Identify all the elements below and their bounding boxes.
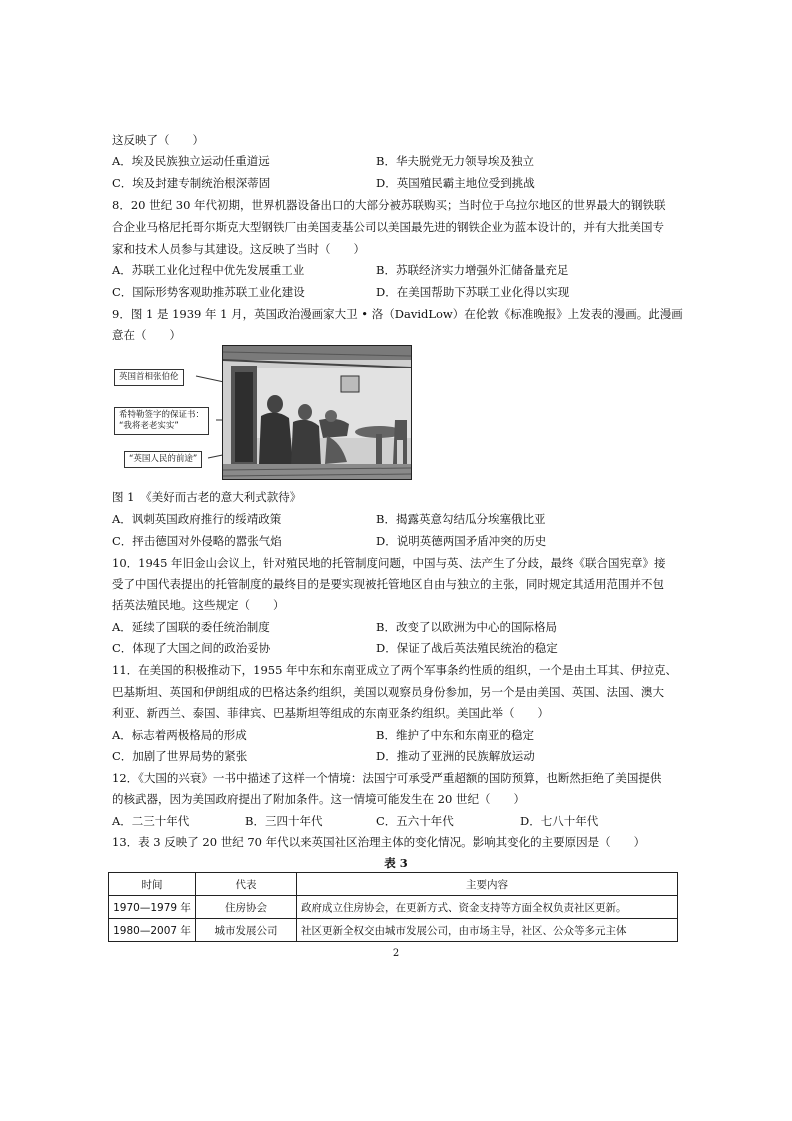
cartoon-drawing bbox=[223, 346, 411, 479]
cartoon-label-future: “英国人民的前途” bbox=[124, 451, 202, 468]
table-row bbox=[109, 896, 678, 919]
q11-option-b: B．维护了中东和东南亚的稳定 bbox=[376, 728, 534, 742]
table-cell-representative: 城市发展公司 bbox=[196, 919, 297, 942]
q10-option-d: D．保证了战后英法殖民统治的稳定 bbox=[376, 641, 558, 655]
cartoon-label-chamberlain: 英国首相张伯伦 bbox=[114, 369, 184, 386]
table-header-row bbox=[109, 873, 678, 896]
cartoon-label-guarantee-line1: 希特勒签字的保证书： bbox=[119, 410, 205, 420]
table-header-content: 主要内容 bbox=[297, 873, 678, 896]
q7-option-c: C．埃及封建专制统治根深蒂固 bbox=[112, 176, 271, 190]
q10-line-2: 受了中国代表提出的托管制度的最终目的是要实现被托管地区自由与独立的主张，同时规定其适用范围并不包 bbox=[112, 577, 664, 591]
q12-option-d: D．七八十年代 bbox=[520, 814, 599, 828]
table-cell-content: 社区更新全权交由城市发展公司，由市场主导，社区、公众等多元主体 bbox=[297, 919, 678, 942]
q11-option-a: A．标志着两极格局的形成 bbox=[112, 728, 247, 742]
q8-option-d: D．在美国帮助下苏联工业化得以实现 bbox=[376, 285, 570, 299]
table-header-time: 时间 bbox=[109, 873, 196, 896]
table-3 bbox=[108, 872, 678, 942]
table-header-representative: 代表 bbox=[196, 873, 297, 896]
q10-option-a: A．延续了国联的委任统治制度 bbox=[112, 620, 270, 634]
q11-option-c: C．加剧了世界局势的紧张 bbox=[112, 749, 248, 763]
q12-option-c: C．五六十年代 bbox=[376, 814, 454, 828]
table-cell-time: 1970—1979 年 bbox=[109, 896, 196, 919]
table-cell-time: 1980—2007 年 bbox=[109, 919, 196, 942]
figure-caption: 图 1 《美好而古老的意大利式款待》 bbox=[112, 490, 302, 504]
q9-option-b: B．揭露英意勾结瓜分埃塞俄比亚 bbox=[376, 512, 546, 526]
q9-option-d: D．说明英德两国矛盾冲突的历史 bbox=[376, 534, 547, 548]
q7-option-b: B．华夫脱党无力领导埃及独立 bbox=[376, 154, 534, 168]
q8-option-b: B．苏联经济实力增强外汇储备量充足 bbox=[376, 263, 569, 277]
q8-line-3: 家和技术人员参与其建设。这反映了当时（ ） bbox=[112, 242, 365, 256]
page-number: 2 bbox=[392, 948, 400, 959]
q13-line: 13．表 3 反映了 20 世纪 70 年代以来英国社区治理主体的变化情况。影响其变化的主要原因是（ ） bbox=[112, 835, 646, 849]
q8-line-2: 合企业马格尼托哥尔斯克大型钢铁厂由美国麦基公司以美国最先进的钢铁企业为蓝本设计的，并有大批美国专 bbox=[112, 220, 664, 234]
q11-line-1: 11．在美国的积极推动下，1955 年中东和东南亚成立了两个军事条约性质的组织，一个是由土耳其、伊拉克、 bbox=[112, 663, 678, 677]
q7-tail: 这反映了（ ） bbox=[112, 133, 204, 147]
table-row bbox=[109, 919, 678, 942]
q12-option-a: A．二三十年代 bbox=[112, 814, 190, 828]
table-cell-representative: 住房协会 bbox=[196, 896, 297, 919]
q10-option-c: C．体现了大国之间的政治妥协 bbox=[112, 641, 271, 655]
q11-line-3: 利亚、新西兰、泰国、菲律宾、巴基斯坦等组成的东南亚条约组织。美国此举（ ） bbox=[112, 706, 549, 720]
q12-option-b: B．三四十年代 bbox=[245, 814, 323, 828]
cartoon-label-guarantee-line2: “我将老老实实” bbox=[119, 421, 179, 431]
q11-line-2: 巴基斯坦、英国和伊朗组成的巴格达条约组织，美国以观察员身份参加，另一个是由美国、英国、法国、澳大 bbox=[112, 685, 664, 699]
cartoon-figure bbox=[112, 345, 412, 480]
q7-option-a: A．埃及民族独立运动任重道远 bbox=[112, 154, 270, 168]
q9-option-c: C．抨击德国对外侵略的嚣张气焰 bbox=[112, 534, 282, 548]
cartoon-image bbox=[222, 345, 412, 480]
table-title: 表 3 bbox=[384, 856, 408, 870]
q10-line-3: 括英法殖民地。这些规定（ ） bbox=[112, 598, 285, 612]
q12-line-2: 的核武器，因为美国政府提出了附加条件。这一情境可能发生在 20 世纪（ ） bbox=[112, 792, 525, 806]
q7-option-d: D．英国殖民霸主地位受到挑战 bbox=[376, 176, 535, 190]
q8-option-c: C．国际形势客观助推苏联工业化建设 bbox=[112, 285, 305, 299]
q8-line-1: 8．20 世纪 30 年代初期，世界机器设备出口的大部分被苏联购买；当时位于乌拉尔地区的世界最大的钢铁联 bbox=[112, 198, 666, 212]
q9-line-2: 意在（ ） bbox=[112, 328, 181, 342]
table-cell-content: 政府成立住房协会，在更新方式、资金支持等方面全权负责社区更新。 bbox=[297, 896, 678, 919]
q12-line-1: 12．《大国的兴衰》一书中描述了这样一个情境：法国宁可承受严重超额的国防预算，也断然拒绝了美国提供 bbox=[112, 771, 662, 785]
q9-line-1: 9．图 1 是 1939 年 1 月，英国政治漫画家大卫 • 洛（DavidLow）在伦敦《标准晚报》上发表的漫画。此漫画 bbox=[112, 307, 683, 321]
q11-option-d: D．推动了亚洲的民族解放运动 bbox=[376, 749, 535, 763]
q8-option-a: A．苏联工业化过程中优先发展重工业 bbox=[112, 263, 305, 277]
q9-option-a: A．讽刺英国政府推行的绥靖政策 bbox=[112, 512, 282, 526]
q10-option-b: B．改变了以欧洲为中心的国际格局 bbox=[376, 620, 557, 634]
q10-line-1: 10．1945 年旧金山会议上，针对殖民地的托管制度问题，中国与英、法产生了分歧，最终《联合国宪章》接 bbox=[112, 556, 666, 570]
